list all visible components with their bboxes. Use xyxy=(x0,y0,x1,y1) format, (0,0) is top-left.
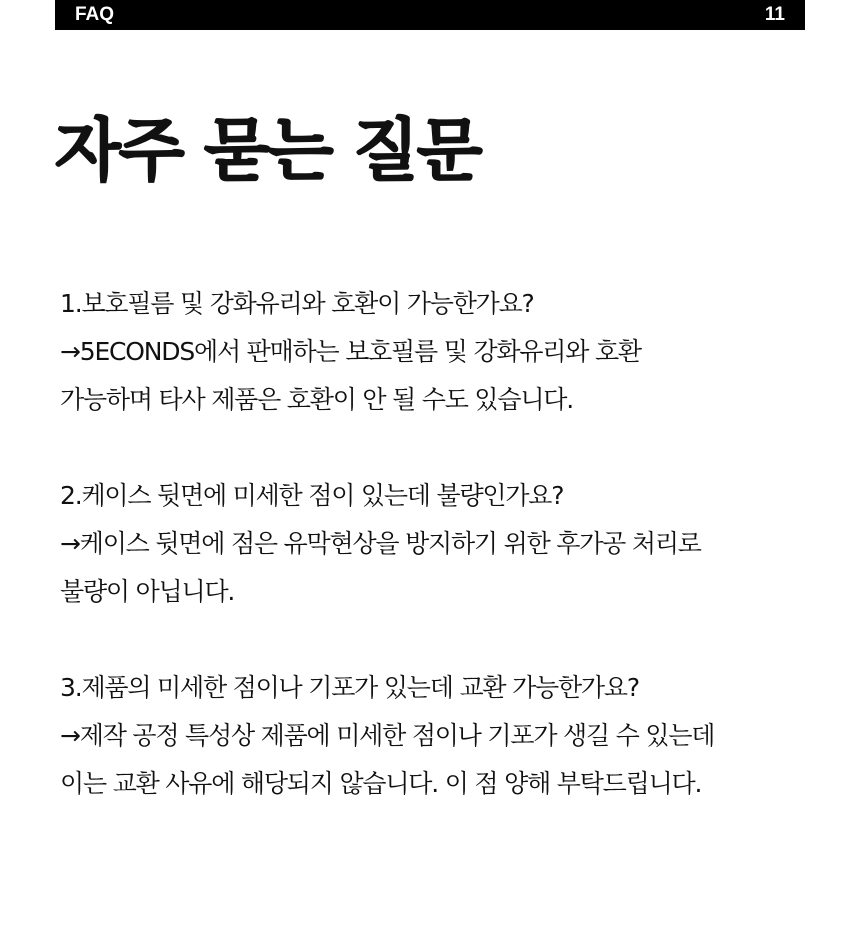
faq-answer-line: →케이스 뒷면에 점은 유막현상을 방지하기 위한 후가공 처리로 xyxy=(60,529,701,558)
section-label: FAQ xyxy=(75,4,115,25)
faq-answer-line: 불량이 아닙니다. xyxy=(60,577,235,606)
faq-answer-line: 가능하며 타사 제품은 호환이 안 될 수도 있습니다. xyxy=(60,385,573,414)
page-number: 11 xyxy=(764,4,785,25)
page-title: 자주 묻는 질문 xyxy=(55,112,481,191)
faq-question: 2.케이스 뒷면에 미세한 점이 있는데 불량인가요? xyxy=(60,481,564,510)
faq-item-2 xyxy=(60,472,830,616)
faq-question: 1.보호필름 및 강화유리와 호환이 가능한가요? xyxy=(60,289,534,318)
faq-item-3 xyxy=(60,664,830,808)
faq-answer-line: →제작 공정 특성상 제품에 미세한 점이나 기포가 생길 수 있는데 xyxy=(60,721,715,750)
faq-list xyxy=(60,280,830,856)
faq-answer-line: 이는 교환 사유에 해당되지 않습니다. 이 점 양해 부탁드립니다. xyxy=(60,769,702,798)
faq-item-1 xyxy=(60,280,830,424)
header-bar xyxy=(55,0,805,30)
faq-question: 3.제품의 미세한 점이나 기포가 있는데 교환 가능한가요? xyxy=(60,673,639,702)
faq-answer-line: →5ECONDS에서 판매하는 보호필름 및 강화유리와 호환 xyxy=(60,337,641,366)
